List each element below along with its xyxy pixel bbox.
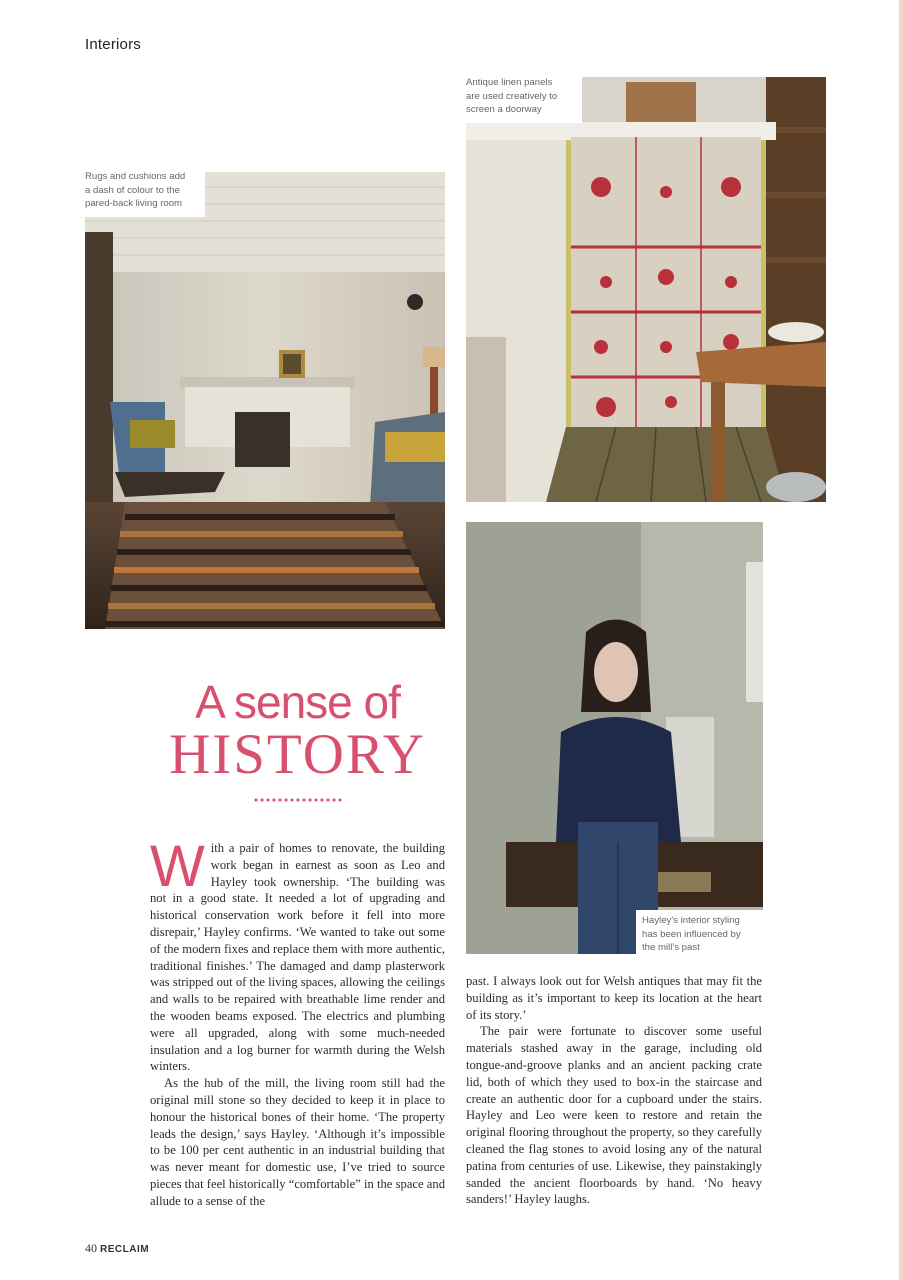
body-column-left	[150, 834, 445, 1210]
living-room-photo	[85, 172, 445, 629]
linen-doorway-illustration	[466, 77, 826, 502]
living-room-illustration	[85, 172, 445, 629]
body-paragraph	[150, 834, 445, 1075]
magazine-name: RECLAIM	[100, 1244, 150, 1255]
living-room-caption: Rugs and cushions add a dash of colour to the pared-back living room	[85, 166, 205, 217]
headline-line-1: A sense of	[195, 676, 400, 728]
page-edge	[899, 0, 903, 1280]
body-paragraph: As the hub of the mill, the living room still had the original mill stone so they decided to keep it in place to honour the historical bones of their home. ‘The property leads the design,’ says Hayley. ‘Although it’s impossible to be 100 per cent authentic in an industrial building that was never meant for domestic use, I’ve tried to source pieces that feel historically “comfortable” in the space and allude to a sense of the	[150, 1076, 445, 1208]
portrait-illustration	[466, 522, 763, 954]
drop-cap: W	[150, 834, 205, 899]
page-folio	[85, 1241, 149, 1256]
body-column-right	[466, 973, 762, 1208]
portrait-photo	[466, 522, 763, 954]
linen-doorway-caption: Antique linen panels are used creatively to screen a doorway	[466, 72, 582, 123]
linen-doorway-photo	[466, 77, 826, 502]
paragraph-text: ith a pair of homes to renovate, the building work began in earnest as soon as Leo and Hayley took ownership. ‘The building was not in a good state. It needed a lot of upgrading and historical conservation work before it fell into more disrepair,’ Hayley confirms. ‘We wanted to take out some of the modern fixes and replace them with more authentic, traditional finishes.’ The damaged and damp plasterwork was stripped out of the living spaces, allowing the ceilings and walls to be repaired with breathable lime render and the wooden beams exposed. The electrics and plumbing were all upgraded, along with some much-needed insulation and a log burner for warmth during the Welsh winters.	[150, 841, 445, 1074]
section-label: Interiors	[85, 36, 141, 53]
headline-line-2: HISTORY	[169, 723, 426, 786]
body-paragraph: The pair were fortunate to discover some useful materials stashed away in the garage, including old tongue-and-groove planks and an ancient packing crate lid, both of which they used to box-in the staircase and create an authentic door for a cupboard under the stairs. Hayley and Leo were keen to restore and retain the original flooring throughout the property, so they carefully cleaned the flag stones to avoid losing any of the natural patina from centuries of use. Likewise, they painstakingly sanded the ancient floorboards by hand. ‘No heavy sanders!’ Hayley laughs.	[466, 1024, 762, 1207]
body-paragraph: past. I always look out for Welsh antiques that may fit the building as it’s important to keep its location at the heart of its story.’	[466, 974, 762, 1022]
page-number: 40	[85, 1241, 97, 1255]
portrait-caption: Hayley's interior styling has been influenced by the mill's past	[636, 910, 768, 961]
dotted-divider	[253, 797, 343, 803]
